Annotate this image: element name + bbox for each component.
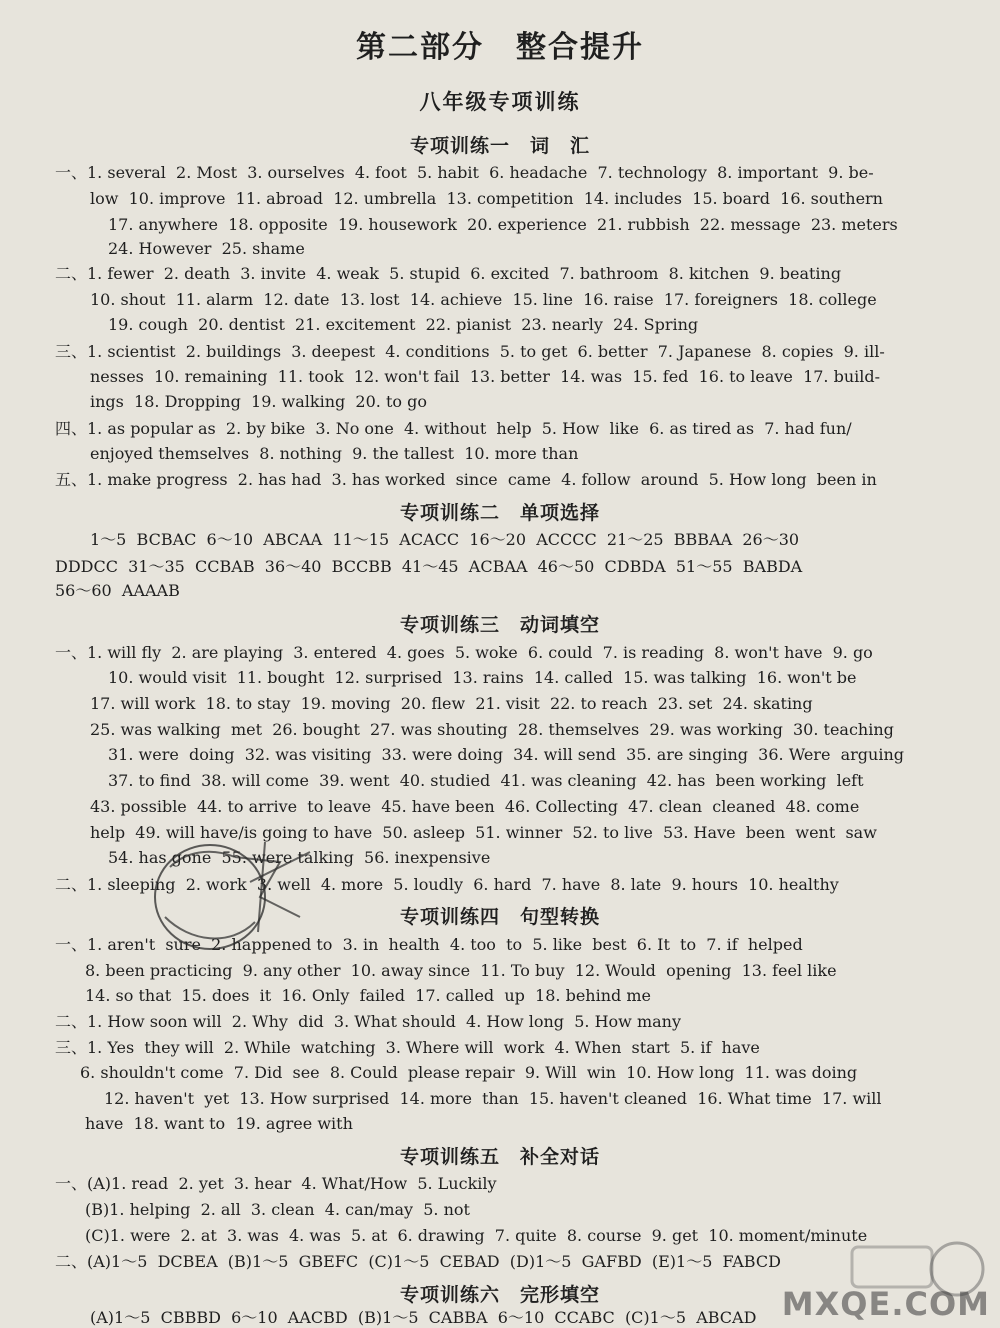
section-title-single-choice: 专项训练二 单项选择 bbox=[399, 502, 600, 524]
answer-line: (A)1～5 CBBBD 6～10 AACBD (B)1～5 CABBA 6～10 CCABC (C)1～5 ABCAD bbox=[90, 1308, 757, 1327]
answer-line: (C)1. were 2. at 3. was 4. was 5. at 6. drawing 7. quite 8. course 9. get 10. moment/minute bbox=[85, 1226, 868, 1245]
answer-line: ings 18. Dropping 19. walking 20. to go bbox=[90, 392, 427, 411]
answer-line: 1～5 BCBAC 6～10 ABCAA 11～15 ACACC 16～20 ACCCC 21～25 BBBAA 26～30 bbox=[90, 530, 800, 549]
answer-line: low 10. improve 11. abroad 12. umbrella 13. competition 14. includes 15. board 16. southern bbox=[90, 189, 883, 208]
answer-line: help 49. will have/is going to have 50. asleep 51. winner 52. to live 53. Have been went saw bbox=[90, 823, 877, 842]
answer-line: 17. will work 18. to stay 19. moving 20. flew 21. visit 22. to reach 23. set 24. skating bbox=[90, 694, 813, 713]
answer-line: 二、1. How soon will 2. Why did 3. What should 4. How long 5. How many bbox=[55, 1012, 681, 1031]
answer-line: 四、1. as popular as 2. by bike 3. No one 4. without help 5. How like 6. as tired as 7. had fun/ bbox=[55, 419, 852, 438]
answer-line: 14. so that 15. does it 16. Only failed 17. called up 18. behind me bbox=[85, 986, 651, 1005]
answer-line: 8. been practicing 9. any other 10. away since 11. To buy 12. Would opening 13. feel like bbox=[85, 961, 837, 980]
answer-line: 二、1. sleeping 2. work 3. well 4. more 5. loudly 6. hard 7. have 8. late 9. hours 10. healthy bbox=[55, 875, 839, 894]
grade-title: 八年级专项训练 bbox=[419, 89, 581, 114]
answer-line: 17. anywhere 18. opposite 19. housework 20. experience 21. rubbish 22. message 23. meters bbox=[108, 215, 898, 234]
answer-line: 56～60 AAAAB bbox=[55, 581, 180, 600]
answer-line: 10. would visit 11. bought 12. surprised 13. rains 14. called 15. was talking 16. won't be bbox=[108, 668, 857, 687]
answer-line: enjoyed themselves 8. nothing 9. the tallest 10. more than bbox=[90, 444, 579, 463]
answer-line: 三、1. scientist 2. buildings 3. deepest 4. conditions 5. to get 6. better 7. Japanese 8. copies 9. ill- bbox=[55, 342, 885, 361]
answer-line: 25. was walking met 26. bought 27. was shouting 28. themselves 29. was working 30. teaching bbox=[90, 720, 894, 739]
answer-line: 五、1. make progress 2. has had 3. has worked since came 4. follow around 5. How long been in bbox=[55, 470, 877, 489]
answer-line: 19. cough 20. dentist 21. excitement 22. pianist 23. nearly 24. Spring bbox=[108, 315, 699, 334]
answer-line: 37. to find 38. will come 39. went 40. studied 41. was cleaning 42. has been working left bbox=[108, 771, 864, 790]
answer-line: 二、1. fewer 2. death 3. invite 4. weak 5. stupid 6. excited 7. bathroom 8. kitchen 9. beating bbox=[55, 264, 842, 283]
answer-line: 一、1. will fly 2. are playing 3. entered 4. goes 5. woke 6. could 7. is reading 8. won't have 9. go bbox=[55, 643, 873, 662]
section-title-sentence-transform: 专项训练四 句型转换 bbox=[399, 906, 600, 928]
answer-line: 24. However 25. shame bbox=[108, 239, 305, 258]
answer-line: (B)1. helping 2. all 3. clean 4. can/may 5. not bbox=[85, 1200, 470, 1219]
answer-line: 12. haven't yet 13. How surprised 14. more than 15. haven't cleaned 16. What time 17. will bbox=[104, 1089, 882, 1108]
answer-line: DDDCC 31～35 CCBAB 36～40 BCCBB 41～45 ACBAA 46～50 CDBDA 51～55 BABDA bbox=[55, 557, 803, 576]
answer-line: 43. possible 44. to arrive to leave 45. have been 46. Collecting 47. clean cleaned 48. come bbox=[90, 797, 860, 816]
part-title: 第二部分 整合提升 bbox=[356, 30, 644, 65]
answer-line: 10. shout 11. alarm 12. date 13. lost 14. achieve 15. line 16. raise 17. foreigners 18. college bbox=[90, 290, 877, 309]
answer-line: 54. has gone 55. were talking 56. inexpensive bbox=[108, 848, 491, 867]
watermark-text: MXQE.COM bbox=[781, 1285, 990, 1323]
answer-line: 6. shouldn't come 7. Did see 8. Could please repair 9. Will win 10. How long 11. was doing bbox=[80, 1063, 858, 1082]
answer-line: 一、1. aren't sure 2. happened to 3. in health 4. too to 5. like best 6. It to 7. if helped bbox=[55, 935, 803, 954]
answer-line: have 18. want to 19. agree with bbox=[85, 1114, 353, 1133]
answer-line: 三、1. Yes they will 2. While watching 3. Where will work 4. When start 5. if have bbox=[55, 1038, 760, 1057]
section-title-verb-fill: 专项训练三 动词填空 bbox=[399, 614, 600, 636]
answer-line: 二、(A)1～5 DCBEA (B)1～5 GBEFC (C)1～5 CEBAD (D)1～5 GAFBD (E)1～5 FABCD bbox=[55, 1252, 781, 1271]
answer-line: nesses 10. remaining 11. took 12. won't fail 13. better 14. was 15. fed 16. to leave 17. build- bbox=[90, 367, 881, 386]
answer-line: 一、1. several 2. Most 3. ourselves 4. foot 5. habit 6. headache 7. technology 8. important 9. be- bbox=[55, 163, 874, 182]
answer-line: 一、(A)1. read 2. yet 3. hear 4. What/How 5. Luckily bbox=[55, 1174, 497, 1193]
answer-line: 31. were doing 32. was visiting 33. were doing 34. will send 35. are singing 36. Were arguing bbox=[108, 745, 904, 764]
section-title-vocabulary: 专项训练一 词 汇 bbox=[409, 135, 590, 157]
section-title-cloze: 专项训练六 完形填空 bbox=[399, 1284, 600, 1306]
section-title-dialogue: 专项训练五 补全对话 bbox=[399, 1146, 600, 1168]
